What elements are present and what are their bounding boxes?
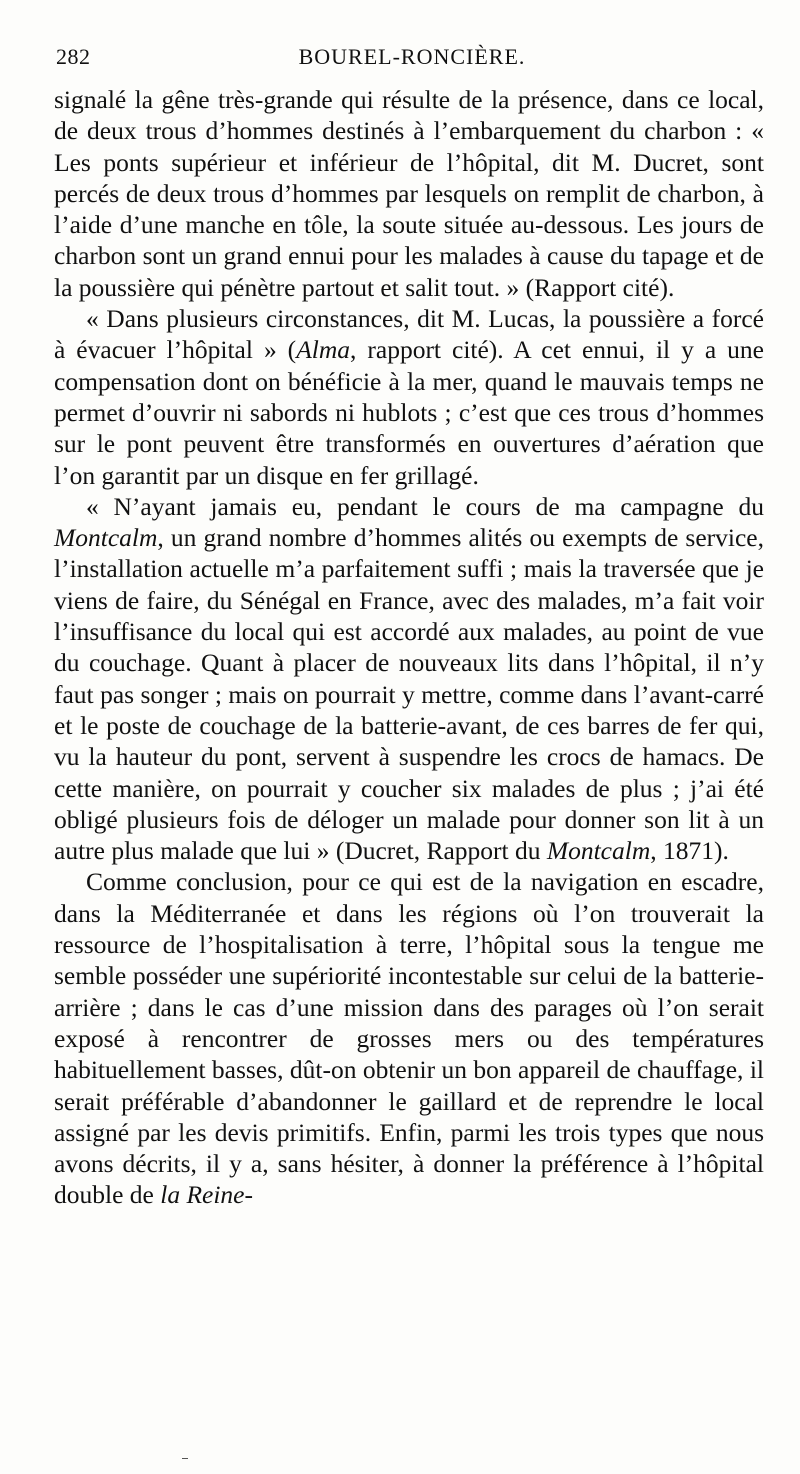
text-run: , rapport cité). A cet ennui, il y a une compensation dont on bénéficie à la mer, quand le mauvais temps ne permet d’ouvrir ni sabords ni hublots ; c’est que ces trous d’hommes sur le pont peuvent être transformés en ouvertures d’aération que l’on garantit par un disque en fer grillagé. [54, 335, 764, 490]
text-run: , 1871). [650, 836, 729, 866]
italic-text: Montcalm [546, 836, 651, 866]
paragraph [54, 84, 764, 303]
print-mark [182, 1458, 188, 1459]
italic-text: la Reine- [160, 1180, 253, 1210]
text-run: signalé la gêne très-grande qui résulte de la présence, dans ce local, de deux trous d’hommes destinés à l’embarquement du charbon : « Les ponts supérieur et inférieur de l’hôpital, dit M. Ducret, sont percés de deux trous d’hommes par lesquels on remplit de charbon, à l’aide d’une manche en tôle, la soute située au-dessous. Les jours de charbon sont un grand ennui pour les malades à cause du tapage et de la poussière qui pénètre partout et salit tout. » (Rapport cité). [54, 85, 764, 302]
page-number: 282 [56, 44, 91, 69]
text-run: « N’ayant jamais eu, pendant le cours de ma campagne du [86, 491, 764, 521]
text-run: « Dans plusieurs circonstances, dit M. Lucas, la poussière a forcé à évacuer l’hôpital » ( [54, 304, 764, 365]
text-run: Comme conclusion, pour ce qui est de la navigation en escadre, dans la Méditerranée et dans les régions où l’on trouverait la ressource de l’hospitalisation à terre, l’hôpital sous la tengue me semble posséder une supériorité incontestable sur celui de la batterie-arrière ; dans le cas d’une mission dans des parages où l’on serait exposé à rencontrer de grosses mers ou des températures habituellement basses, dût-on obtenir un bon appareil de chauffage, il serait préférable d’abandonner le gaillard et de reprendre le local assigné par les devis primitifs. Enfin, parmi les trois types que nous avons décrits, il y a, sans hésiter, à donner la préférence à l’hôpital double de [54, 867, 764, 1210]
paragraph [54, 491, 764, 867]
page-header [56, 44, 768, 74]
text-run: , un grand nombre d’hommes alités ou exempts de service, l’installation actuelle m’a parfaitement suffi ; mais la traversée que je viens de faire, du Sénégal en France, avec des malades, m’a fait voir l’insuffisance du local qui est accordé aux malades, au point de vue du couchage. Quant à placer de nouveaux lits dans l’hôpital, il n’y faut pas songer ; mais on pourrait y mettre, comme dans l’avant-carré et le poste de couchage de la batterie-avant, de ces barres de fer qui, vu la hauteur du pont, servent à suspendre les crocs de hamacs. De cette manière, on pourrait y coucher six malades de plus ; j’ai été obligé plusieurs fois de déloger un malade pour donner son lit à un autre plus malade que lui » (Ducret, Rapport du [54, 523, 764, 866]
paragraph [54, 303, 764, 491]
running-head: BOUREL-RONCIÈRE. [298, 44, 526, 69]
paragraph [54, 866, 764, 1210]
body-text [54, 84, 764, 1211]
italic-text: Montcalm [54, 523, 158, 553]
italic-text: Alma [296, 335, 351, 365]
